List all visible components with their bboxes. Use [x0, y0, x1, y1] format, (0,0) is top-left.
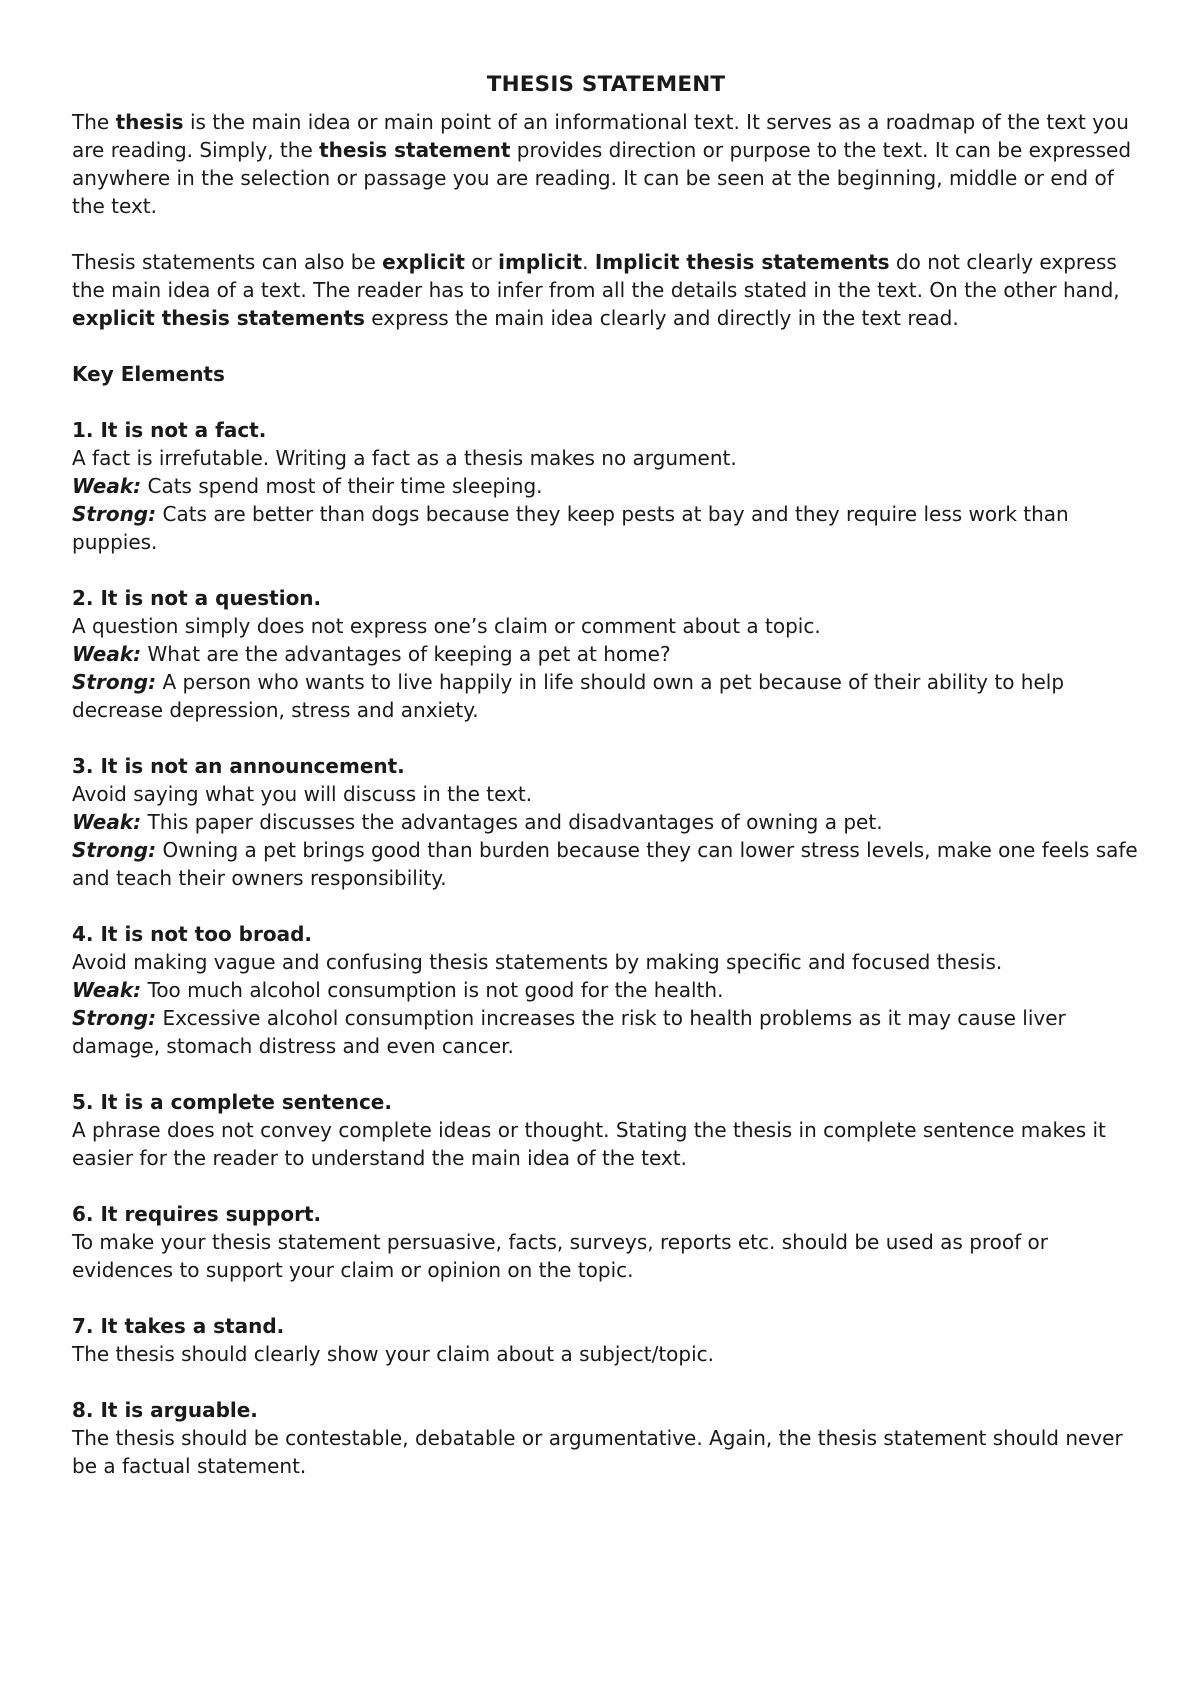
weak-label: Weak:: [72, 642, 142, 666]
element-heading: 2. It is not a question.: [72, 586, 322, 610]
key-element-7: [72, 1312, 1140, 1368]
types-text-4: do not clearly express the main idea of a text. The reader has to infer from all the details stated in the text. On the other hand,: [72, 250, 1120, 302]
types-keyword-implicit: implicit: [498, 250, 583, 274]
spacer: [72, 1284, 1140, 1312]
key-element-4: [72, 920, 1140, 1060]
strong-label: Strong:: [72, 502, 157, 526]
element-description: A fact is irrefutable. Writing a fact as a thesis makes no argument.: [72, 446, 737, 470]
spacer: [72, 1368, 1140, 1396]
strong-label: Strong:: [72, 670, 157, 694]
strong-example: [72, 668, 1140, 724]
strong-label: Strong:: [72, 1006, 157, 1030]
spacer: [72, 892, 1140, 920]
key-element-8: [72, 1396, 1140, 1480]
key-element-2: [72, 584, 1140, 724]
intro-paragraph: [72, 108, 1140, 220]
weak-label: Weak:: [72, 810, 142, 834]
key-element-1: [72, 416, 1140, 556]
element-description: Avoid saying what you will discuss in the text.: [72, 782, 533, 806]
spacer: [72, 388, 1140, 416]
intro-text-3: provides direction or purpose to the text. It can be expressed anywhere in the selection or passage you are reading. It can be seen at the beginning, middle or end of the text.: [72, 138, 1132, 218]
element-heading: 3. It is not an announcement.: [72, 754, 405, 778]
key-elements-heading: Key Elements: [72, 362, 225, 386]
types-keyword-implicit-statements: Implicit thesis statements: [594, 250, 890, 274]
element-heading: 6. It requires support.: [72, 1202, 322, 1226]
strong-example-text: Excessive alcohol consumption increases the risk to health problems as it may cause liver damage, stomach distress and even cancer.: [72, 1006, 1066, 1058]
spacer: [72, 332, 1140, 360]
types-text-2: or: [464, 250, 499, 274]
strong-example: [72, 1004, 1140, 1060]
weak-example-text: This paper discusses the advantages and disadvantages of owning a pet.: [141, 810, 883, 834]
weak-example: [72, 976, 1140, 1004]
spacer: [72, 724, 1140, 752]
strong-example: [72, 836, 1140, 892]
types-paragraph: [72, 248, 1140, 332]
types-text-5: express the main idea clearly and directly in the text read.: [364, 306, 959, 330]
element-heading: 4. It is not too broad.: [72, 922, 312, 946]
weak-example: [72, 472, 1140, 500]
intro-text-2: is the main idea or main point of an informational text. It serves as a roadmap of the text you are reading. Simply, the: [72, 110, 1129, 162]
spacer: [72, 556, 1140, 584]
element-heading: 7. It takes a stand.: [72, 1314, 285, 1338]
strong-label: Strong:: [72, 838, 157, 862]
element-description: The thesis should clearly show your claim about a subject/topic.: [72, 1342, 715, 1366]
key-element-3: [72, 752, 1140, 892]
intro-keyword-thesis: thesis: [115, 110, 184, 134]
types-text-1: Thesis statements can also be: [72, 250, 383, 274]
weak-example-text: Cats spend most of their time sleeping.: [141, 474, 543, 498]
intro-keyword-thesis-statement: thesis statement: [319, 138, 511, 162]
strong-example: [72, 500, 1140, 556]
key-element-6: [72, 1200, 1140, 1284]
element-heading: 8. It is arguable.: [72, 1398, 258, 1422]
element-description: The thesis should be contestable, debatable or argumentative. Again, the thesis statement should never be a factual statement.: [72, 1426, 1123, 1478]
element-description: A phrase does not convey complete ideas or thought. Stating the thesis in complete sentence makes it easier for the reader to understand the main idea of the text.: [72, 1118, 1106, 1170]
element-description: To make your thesis statement persuasive, facts, surveys, reports etc. should be used as proof or evidences to support your claim or opinion on the topic.: [72, 1230, 1049, 1282]
types-keyword-explicit-statements: explicit thesis statements: [72, 306, 365, 330]
weak-example-text: What are the advantages of keeping a pet at home?: [141, 642, 671, 666]
element-heading: 5. It is a complete sentence.: [72, 1090, 392, 1114]
weak-label: Weak:: [72, 978, 142, 1002]
spacer: [72, 1172, 1140, 1200]
weak-example: [72, 808, 1140, 836]
intro-text-1: The: [72, 110, 116, 134]
strong-example-text: Cats are better than dogs because they keep pests at bay and they require less work than puppies.: [72, 502, 1069, 554]
element-heading: 1. It is not a fact.: [72, 418, 267, 442]
key-element-5: [72, 1088, 1140, 1172]
spacer: [72, 1060, 1140, 1088]
element-description: A question simply does not express one’s claim or comment about a topic.: [72, 614, 821, 638]
types-keyword-explicit: explicit: [382, 250, 465, 274]
document-title: THESIS STATEMENT: [486, 72, 726, 97]
weak-example: [72, 640, 1140, 668]
strong-example-text: Owning a pet brings good than burden because they can lower stress levels, make one feels safe and teach their owners responsibility.: [72, 838, 1138, 890]
element-description: Avoid making vague and confusing thesis statements by making specific and focused thesis.: [72, 950, 1003, 974]
weak-label: Weak:: [72, 474, 142, 498]
strong-example-text: A person who wants to live happily in life should own a pet because of their ability to help decrease depression, stress and anxiety.: [72, 670, 1065, 722]
types-text-3: .: [582, 250, 595, 274]
spacer: [72, 220, 1140, 248]
weak-example-text: Too much alcohol consumption is not good for the health.: [141, 978, 724, 1002]
